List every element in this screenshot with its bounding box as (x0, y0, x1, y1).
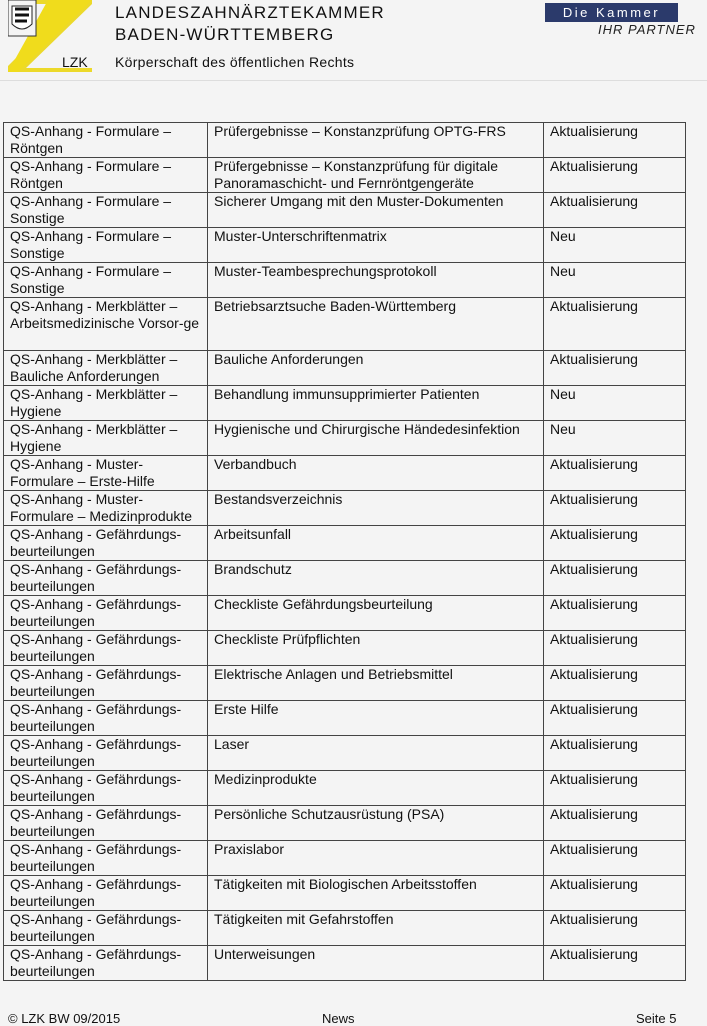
table-row (4, 456, 686, 491)
status-cell: Neu (544, 421, 686, 456)
table-row (4, 421, 686, 456)
table-row (4, 911, 686, 946)
table-row (4, 158, 686, 193)
status-cell: Aktualisierung (544, 526, 686, 561)
table-row (4, 298, 686, 351)
status-cell: Aktualisierung (544, 911, 686, 946)
section-cell: QS-Anhang - Gefährdungs-beurteilungen (4, 771, 208, 806)
org-name-line-2: BADEN-WÜRTTEMBERG (115, 25, 335, 44)
table-row (4, 351, 686, 386)
document-cell: Praxislabor (208, 841, 544, 876)
org-name-line-1: LANDESZAHNÄRZTEKAMMER (115, 3, 385, 22)
status-cell: Aktualisierung (544, 806, 686, 841)
news-table (3, 122, 686, 981)
footer-copyright: © LZK BW 09/2015 (8, 1011, 121, 1026)
status-cell: Aktualisierung (544, 701, 686, 736)
document-cell: Bestandsverzeichnis (208, 491, 544, 526)
table-row (4, 631, 686, 666)
status-cell: Aktualisierung (544, 298, 686, 351)
table-row (4, 491, 686, 526)
status-cell: Neu (544, 228, 686, 263)
news-table-body (4, 123, 686, 981)
footer-page: Seite 5 (636, 1011, 677, 1026)
org-name (115, 2, 385, 46)
section-cell: QS-Anhang - Gefährdungs-beurteilungen (4, 806, 208, 841)
document-cell: Brandschutz (208, 561, 544, 596)
section-cell: QS-Anhang - Gefährdungs-beurteilungen (4, 946, 208, 981)
document-cell: Hygienische und Chirurgische Händedesinfektion (208, 421, 544, 456)
section-cell: QS-Anhang - Gefährdungs-beurteilungen (4, 911, 208, 946)
status-cell: Aktualisierung (544, 456, 686, 491)
document-cell: Tätigkeiten mit Biologischen Arbeitsstoffen (208, 876, 544, 911)
document-cell: Erste Hilfe (208, 701, 544, 736)
status-cell: Neu (544, 263, 686, 298)
document-cell: Betriebsarztsuche Baden-Württemberg (208, 298, 544, 351)
section-cell: QS-Anhang - Formulare – Röntgen (4, 158, 208, 193)
status-cell: Neu (544, 386, 686, 421)
table-row (4, 771, 686, 806)
section-cell: QS-Anhang - Merkblätter – Hygiene (4, 421, 208, 456)
document-cell: Prüfergebnisse – Konstanzprüfung für digitale Panoramaschicht- und Fernröntgengeräte (208, 158, 544, 193)
section-cell: QS-Anhang - Gefährdungs-beurteilungen (4, 596, 208, 631)
document-cell: Elektrische Anlagen und Betriebsmittel (208, 666, 544, 701)
table-row (4, 841, 686, 876)
badge: Die Kammer (545, 3, 678, 22)
table-row (4, 596, 686, 631)
document-cell: Persönliche Schutzausrüstung (PSA) (208, 806, 544, 841)
table-row (4, 806, 686, 841)
status-cell: Aktualisierung (544, 946, 686, 981)
section-cell: QS-Anhang - Merkblätter – Hygiene (4, 386, 208, 421)
status-cell: Aktualisierung (544, 771, 686, 806)
section-cell: QS-Anhang - Merkblätter – Arbeitsmedizinische Vorsor-ge (4, 298, 208, 351)
table-row (4, 701, 686, 736)
document-cell: Behandlung immunsupprimierter Patienten (208, 386, 544, 421)
document-cell: Muster-Unterschriftenmatrix (208, 228, 544, 263)
table-row (4, 526, 686, 561)
status-cell: Aktualisierung (544, 351, 686, 386)
document-cell: Verbandbuch (208, 456, 544, 491)
table-row (4, 946, 686, 981)
section-cell: QS-Anhang - Gefährdungs-beurteilungen (4, 701, 208, 736)
section-cell: QS-Anhang - Gefährdungs-beurteilungen (4, 631, 208, 666)
document-cell: Tätigkeiten mit Gefahrstoffen (208, 911, 544, 946)
table-row (4, 263, 686, 298)
header-divider (0, 80, 707, 81)
section-cell: QS-Anhang - Formulare – Sonstige (4, 193, 208, 228)
table-row (4, 386, 686, 421)
status-cell: Aktualisierung (544, 631, 686, 666)
section-cell: QS-Anhang - Muster-Formulare – Medizinprodukte (4, 491, 208, 526)
footer-section: News (322, 1011, 355, 1026)
section-cell: QS-Anhang - Merkblätter – Bauliche Anforderungen (4, 351, 208, 386)
section-cell: QS-Anhang - Gefährdungs-beurteilungen (4, 876, 208, 911)
status-cell: Aktualisierung (544, 596, 686, 631)
document-cell: Muster-Teambesprechungsprotokoll (208, 263, 544, 298)
status-cell: Aktualisierung (544, 736, 686, 771)
document-cell: Arbeitsunfall (208, 526, 544, 561)
status-cell: Aktualisierung (544, 123, 686, 158)
document-cell: Medizinprodukte (208, 771, 544, 806)
table-row (4, 876, 686, 911)
tagline: IHR PARTNER (598, 22, 696, 37)
document-cell: Checkliste Gefährdungsbeurteilung (208, 596, 544, 631)
logo-text: LZK (62, 54, 88, 70)
status-cell: Aktualisierung (544, 193, 686, 228)
table-row (4, 666, 686, 701)
section-cell: QS-Anhang - Gefährdungs-beurteilungen (4, 526, 208, 561)
table-row (4, 193, 686, 228)
table-row (4, 228, 686, 263)
table-row (4, 561, 686, 596)
section-cell: QS-Anhang - Muster-Formulare – Erste-Hilfe (4, 456, 208, 491)
status-cell: Aktualisierung (544, 491, 686, 526)
status-cell: Aktualisierung (544, 876, 686, 911)
document-cell: Bauliche Anforderungen (208, 351, 544, 386)
document-cell: Prüfergebnisse – Konstanzprüfung OPTG-FRS (208, 123, 544, 158)
section-cell: QS-Anhang - Gefährdungs-beurteilungen (4, 666, 208, 701)
table-row (4, 123, 686, 158)
document-cell: Unterweisungen (208, 946, 544, 981)
section-cell: QS-Anhang - Gefährdungs-beurteilungen (4, 736, 208, 771)
status-cell: Aktualisierung (544, 561, 686, 596)
section-cell: QS-Anhang - Formulare – Sonstige (4, 228, 208, 263)
table-row (4, 736, 686, 771)
org-subtitle: Körperschaft des öffentlichen Rechts (115, 54, 355, 70)
document-cell: Checkliste Prüfpflichten (208, 631, 544, 666)
document-cell: Sicherer Umgang mit den Muster-Dokumenten (208, 193, 544, 228)
section-cell: QS-Anhang - Gefährdungs-beurteilungen (4, 841, 208, 876)
section-cell: QS-Anhang - Formulare – Sonstige (4, 263, 208, 298)
status-cell: Aktualisierung (544, 158, 686, 193)
document-cell: Laser (208, 736, 544, 771)
section-cell: QS-Anhang - Formulare – Röntgen (4, 123, 208, 158)
status-cell: Aktualisierung (544, 841, 686, 876)
status-cell: Aktualisierung (544, 666, 686, 701)
section-cell: QS-Anhang - Gefährdungs-beurteilungen (4, 561, 208, 596)
